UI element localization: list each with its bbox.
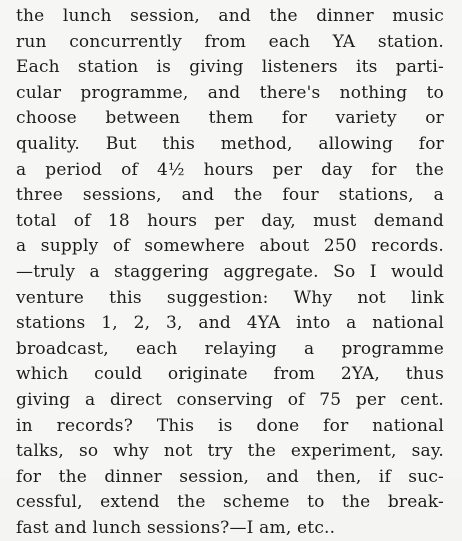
article-line: a period of 4½ hours per day for the [16, 159, 444, 180]
article-line: which could originate from 2YA, thus [16, 364, 444, 385]
article-line: quality. But this method, allowing for [16, 133, 444, 154]
article-line: for the dinner session, and then, if suc- [16, 466, 444, 487]
article-line: cular programme, and there's nothing to [16, 82, 444, 103]
article-line: talks, so why not try the experiment, say. [16, 441, 444, 462]
article-line: stations 1, 2, 3, and 4YA into a national [16, 313, 444, 334]
article-line: fast and lunch sessions?—I am, etc.. [16, 517, 336, 538]
article-line: giving a direct conserving of 75 per cent. [16, 389, 444, 410]
article-line: choose between them for variety or [16, 108, 444, 129]
article-line: a supply of somewhere about 250 records. [16, 236, 444, 257]
article-line: broadcast, each relaying a programme [16, 338, 444, 359]
article-line: the lunch session, and the dinner music [16, 6, 444, 26]
article-line: total of 18 hours per day, must demand [16, 210, 444, 231]
article-line: three sessions, and the four stations, a [16, 185, 444, 206]
article-line: cessful, extend the scheme to the break- [16, 492, 444, 513]
article-line: Each station is giving listeners its parti- [16, 57, 444, 78]
article-body [16, 4, 444, 541]
article-line: —truly a staggering aggregate. So I would [16, 261, 444, 282]
article-line: in records? This is done for national [16, 415, 444, 436]
article-line: venture this suggestion: Why not link [16, 287, 444, 308]
article-line: run concurrently from each YA station. [16, 31, 444, 52]
